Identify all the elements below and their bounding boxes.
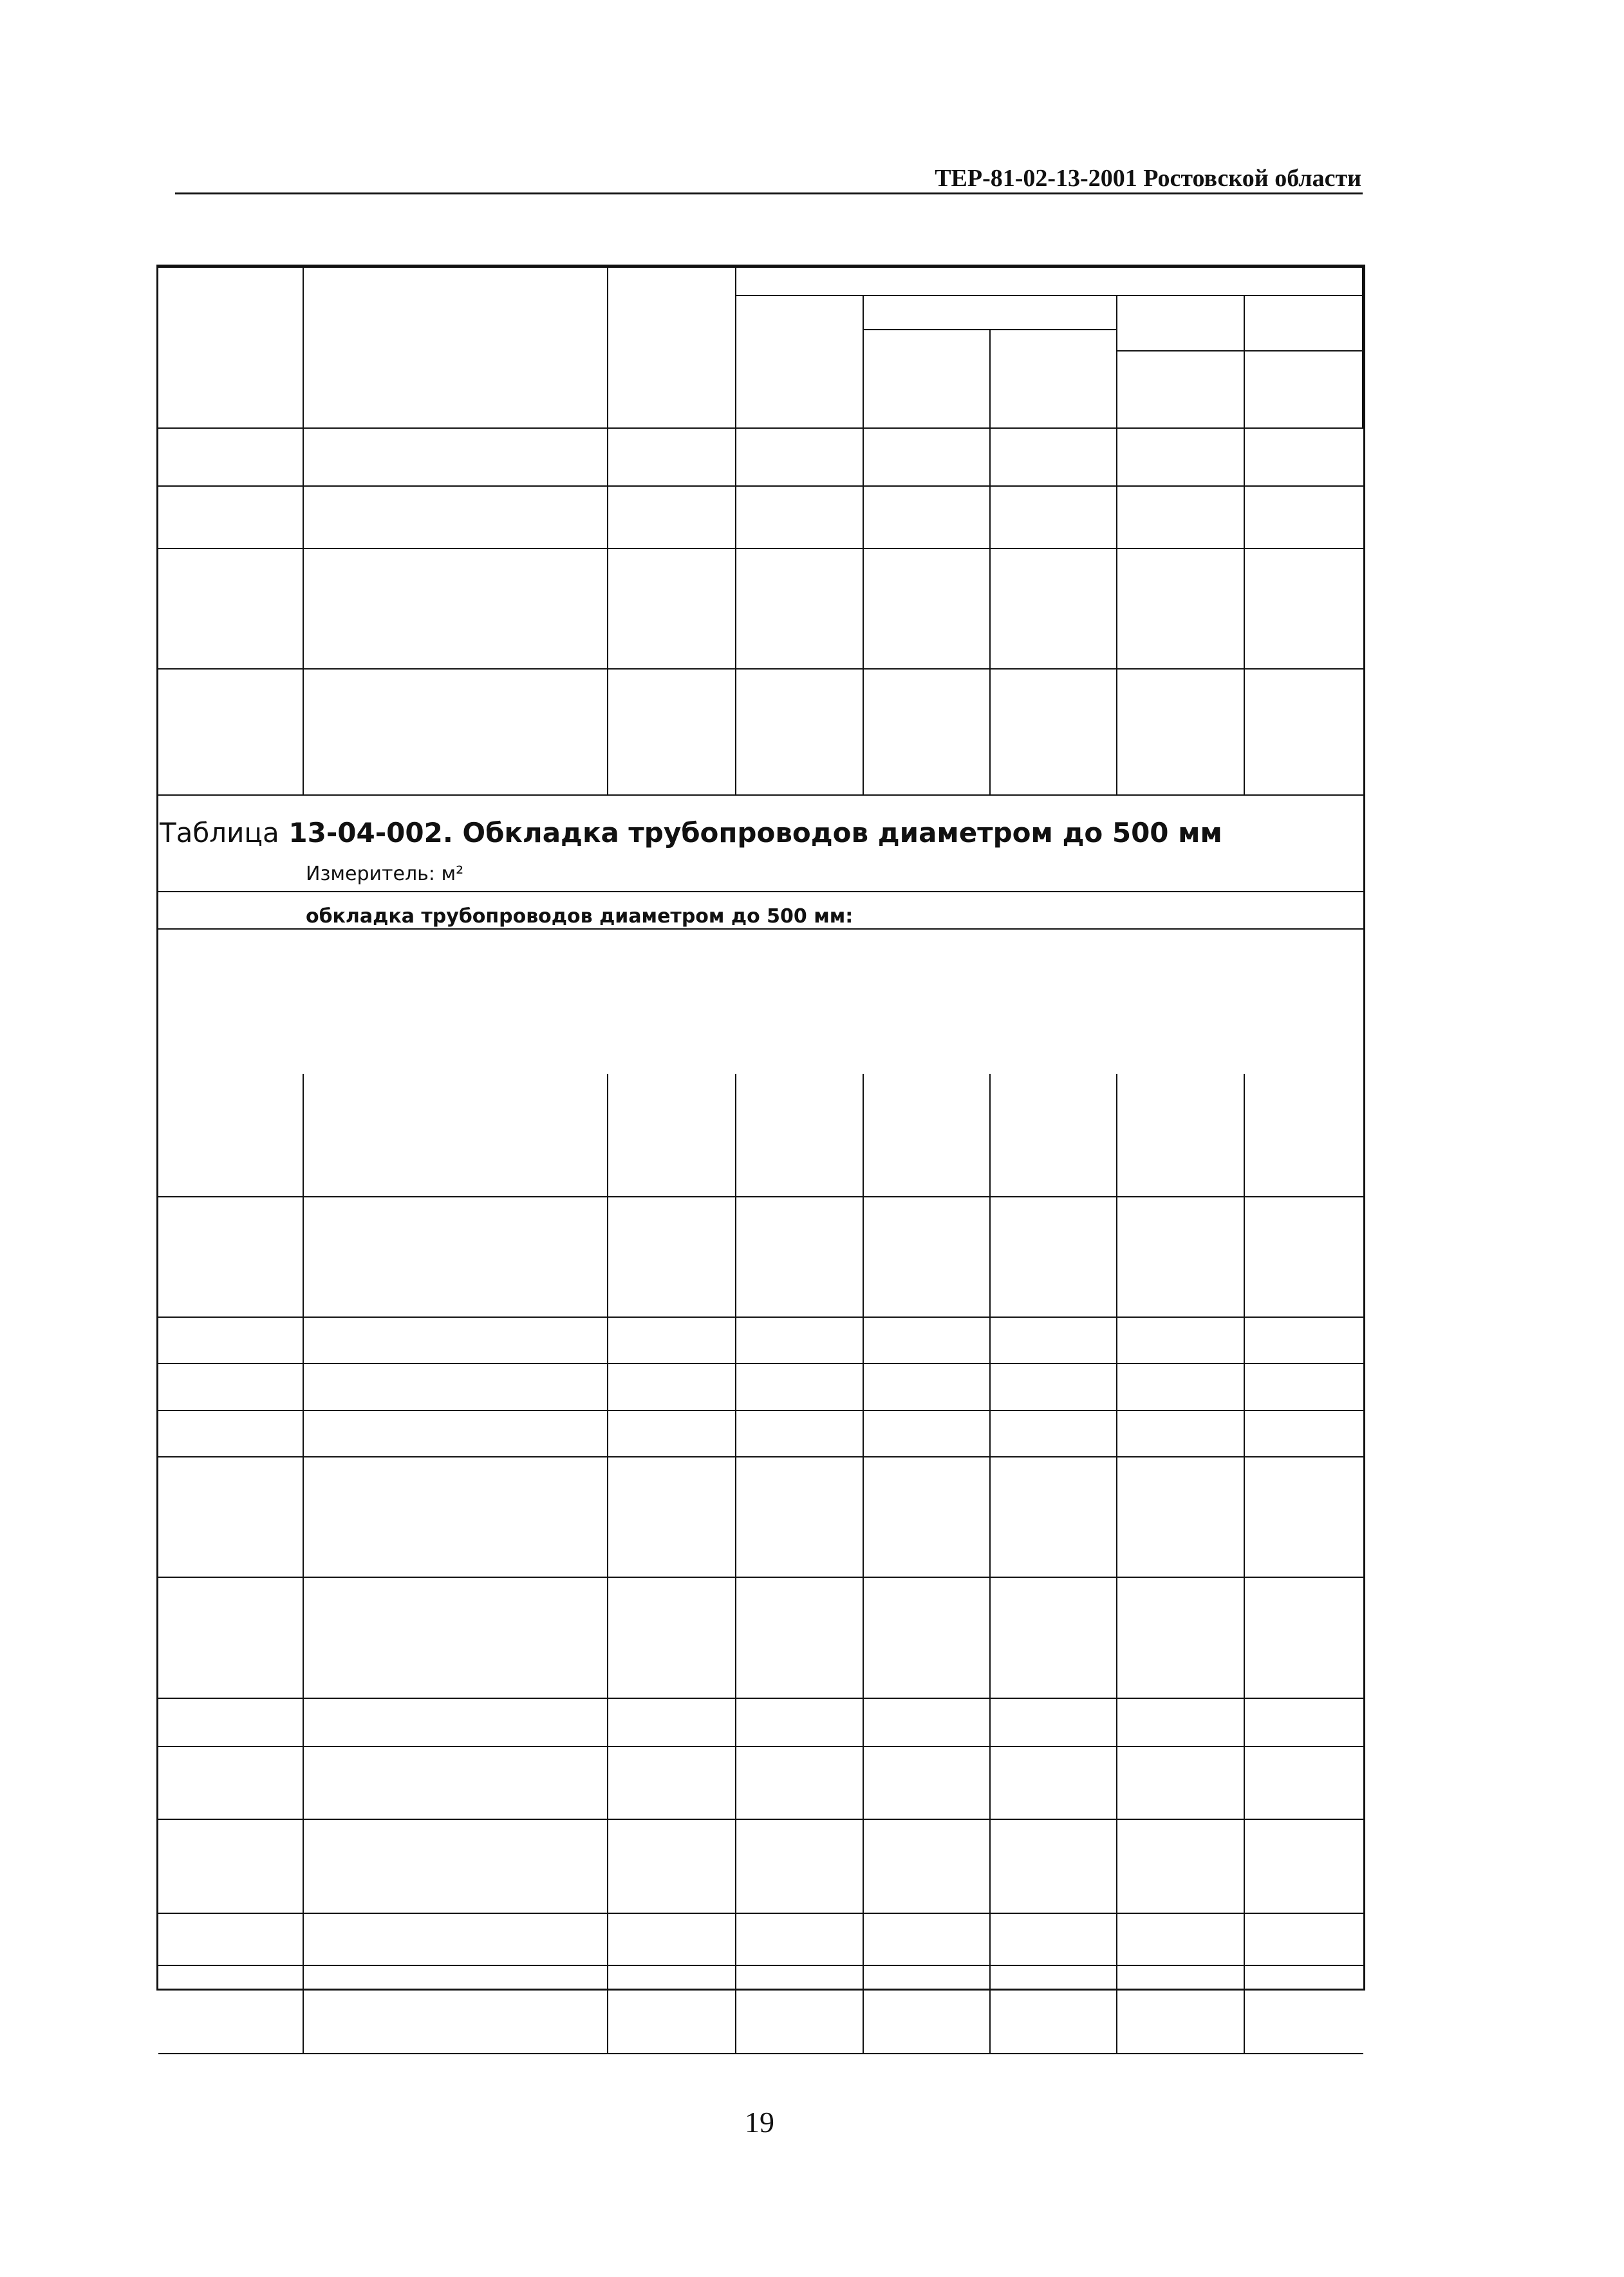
header-rule-machines-right bbox=[1116, 350, 1363, 351]
header-column-rule bbox=[1244, 295, 1245, 427]
column-rule bbox=[1244, 1698, 1245, 1746]
column-rule bbox=[1244, 1965, 1245, 2053]
column-rule bbox=[607, 1577, 608, 1698]
column-rule bbox=[303, 1410, 304, 1456]
column-rule bbox=[989, 1074, 991, 1196]
column-rule bbox=[303, 1965, 304, 2053]
column-rule bbox=[863, 1363, 864, 1410]
column-rule bbox=[735, 548, 736, 668]
column-rule bbox=[1116, 1410, 1117, 1456]
column-rule bbox=[1116, 1317, 1117, 1363]
column-rule bbox=[863, 1746, 864, 1819]
header-column-rule bbox=[607, 267, 608, 427]
row-rule bbox=[158, 1819, 1363, 1820]
header-column-rule bbox=[1116, 295, 1117, 427]
column-rule bbox=[863, 1965, 864, 2053]
column-rule bbox=[735, 1577, 736, 1698]
column-rule bbox=[863, 668, 864, 794]
column-rule bbox=[989, 1577, 991, 1698]
header-bottom-rule bbox=[158, 427, 1363, 429]
row-rule bbox=[158, 1698, 1363, 1699]
column-rule bbox=[607, 1410, 608, 1456]
column-rule bbox=[303, 1317, 304, 1363]
column-rule bbox=[863, 1577, 864, 1698]
column-rule bbox=[735, 1196, 736, 1317]
column-rule bbox=[735, 1363, 736, 1410]
column-rule bbox=[1116, 1965, 1117, 2053]
row-rule bbox=[158, 1456, 1363, 1457]
table-title bbox=[160, 816, 1222, 850]
table-break-rule bbox=[158, 794, 1363, 796]
column-rule bbox=[735, 1913, 736, 1965]
header-rule-including bbox=[735, 295, 1363, 296]
column-rule bbox=[989, 1363, 991, 1410]
unit-rule bbox=[158, 891, 1363, 892]
document-code: ТЕР-81-02-13-2001 Ростовской области bbox=[935, 165, 1361, 192]
column-rule bbox=[1244, 1317, 1245, 1363]
column-rule bbox=[1116, 1698, 1117, 1746]
column-rule bbox=[607, 1363, 608, 1410]
column-rule bbox=[1116, 548, 1117, 668]
column-rule bbox=[1244, 668, 1245, 794]
section-heading: обкладка трубопроводов диаметром до 500 мм: bbox=[306, 905, 854, 928]
row-rule bbox=[158, 1965, 1363, 1966]
column-rule bbox=[607, 485, 608, 548]
header-rule bbox=[175, 192, 1363, 194]
table-title-text: 13-04-002. Обкладка трубопроводов диаметром до 500 мм bbox=[288, 817, 1222, 848]
column-rule bbox=[989, 1196, 991, 1317]
header-column-rule bbox=[1362, 267, 1363, 427]
column-rule bbox=[1244, 1363, 1245, 1410]
row-rule bbox=[158, 1196, 1363, 1197]
column-rule bbox=[863, 427, 864, 485]
rates-table bbox=[156, 265, 1365, 1991]
table-label: Таблица bbox=[160, 817, 279, 848]
column-rule bbox=[1116, 668, 1117, 794]
column-rule bbox=[303, 548, 304, 668]
column-rule bbox=[607, 1196, 608, 1317]
column-rule bbox=[989, 1456, 991, 1577]
row-rule bbox=[158, 1363, 1363, 1364]
column-rule bbox=[303, 427, 304, 485]
column-rule bbox=[989, 1410, 991, 1456]
column-rule bbox=[1244, 1074, 1245, 1196]
column-rule bbox=[607, 1698, 608, 1746]
column-rule bbox=[1244, 1746, 1245, 1819]
column-rule bbox=[303, 1456, 304, 1577]
column-rule bbox=[1244, 548, 1245, 668]
section-rule bbox=[158, 928, 1363, 930]
column-rule bbox=[863, 1456, 864, 1577]
column-rule bbox=[863, 1196, 864, 1317]
page-number: 19 bbox=[745, 2106, 774, 2139]
row-rule bbox=[158, 1577, 1363, 1578]
row-rule bbox=[158, 485, 1363, 487]
column-rule bbox=[607, 668, 608, 794]
column-rule bbox=[735, 1456, 736, 1577]
column-rule bbox=[1116, 1913, 1117, 1965]
column-rule bbox=[303, 1577, 304, 1698]
header-column-rule bbox=[303, 267, 304, 427]
row-rule bbox=[158, 2053, 1363, 2054]
column-rule bbox=[1116, 1819, 1117, 1913]
column-rule bbox=[607, 1456, 608, 1577]
column-rule bbox=[1244, 427, 1245, 485]
column-rule bbox=[303, 1913, 304, 1965]
column-rule bbox=[989, 1746, 991, 1819]
row-rule bbox=[158, 548, 1363, 549]
column-rule bbox=[735, 668, 736, 794]
column-rule bbox=[989, 1965, 991, 2053]
column-rule bbox=[863, 485, 864, 548]
column-rule bbox=[989, 427, 991, 485]
row-rule bbox=[158, 1746, 1363, 1747]
row-rule bbox=[158, 668, 1363, 670]
row-rule bbox=[158, 1410, 1363, 1411]
column-rule bbox=[1116, 1196, 1117, 1317]
column-rule bbox=[303, 1363, 304, 1410]
column-rule bbox=[735, 427, 736, 485]
column-rule bbox=[303, 1196, 304, 1317]
column-rule bbox=[735, 1746, 736, 1819]
column-rule bbox=[989, 1819, 991, 1913]
column-rule bbox=[735, 1074, 736, 1196]
column-rule bbox=[863, 1913, 864, 1965]
column-rule bbox=[303, 1074, 304, 1196]
column-rule bbox=[1244, 1196, 1245, 1317]
column-rule bbox=[735, 1965, 736, 2053]
column-rule bbox=[607, 1965, 608, 2053]
column-rule bbox=[607, 1317, 608, 1363]
column-rule bbox=[607, 1746, 608, 1819]
row-rule bbox=[158, 1317, 1363, 1318]
column-rule bbox=[1116, 1074, 1117, 1196]
column-rule bbox=[607, 1913, 608, 1965]
row-rule bbox=[158, 1913, 1363, 1914]
column-rule bbox=[303, 1819, 304, 1913]
column-rule bbox=[989, 1317, 991, 1363]
column-rule bbox=[989, 485, 991, 548]
column-rule bbox=[303, 1746, 304, 1819]
column-rule bbox=[1244, 1410, 1245, 1456]
column-rule bbox=[989, 548, 991, 668]
column-rule bbox=[1116, 427, 1117, 485]
column-rule bbox=[863, 1698, 864, 1746]
header-column-rule bbox=[863, 295, 864, 427]
column-rule bbox=[303, 485, 304, 548]
header-column-rule bbox=[989, 329, 991, 427]
column-rule bbox=[607, 1819, 608, 1913]
column-rule bbox=[1244, 485, 1245, 548]
column-rule bbox=[989, 1913, 991, 1965]
column-rule bbox=[735, 485, 736, 548]
column-rule bbox=[1244, 1819, 1245, 1913]
column-rule bbox=[863, 548, 864, 668]
column-rule bbox=[1116, 1456, 1117, 1577]
column-rule bbox=[863, 1074, 864, 1196]
column-rule bbox=[303, 1698, 304, 1746]
header-column-rule bbox=[735, 267, 736, 427]
column-rule bbox=[1244, 1913, 1245, 1965]
unit-of-measure: Измеритель: м² bbox=[306, 863, 464, 885]
column-rule bbox=[303, 668, 304, 794]
column-rule bbox=[989, 1698, 991, 1746]
column-rule bbox=[863, 1819, 864, 1913]
column-rule bbox=[1244, 1456, 1245, 1577]
column-rule bbox=[607, 548, 608, 668]
column-rule bbox=[1116, 1746, 1117, 1819]
column-rule bbox=[607, 427, 608, 485]
row-rule bbox=[158, 267, 1363, 268]
column-rule bbox=[1244, 1577, 1245, 1698]
column-rule bbox=[863, 1410, 864, 1456]
column-rule bbox=[735, 1410, 736, 1456]
column-rule bbox=[735, 1819, 736, 1913]
column-rule bbox=[735, 1698, 736, 1746]
column-rule bbox=[1116, 1577, 1117, 1698]
column-rule bbox=[735, 1317, 736, 1363]
column-rule bbox=[863, 1317, 864, 1363]
column-rule bbox=[989, 668, 991, 794]
column-rule bbox=[1116, 1363, 1117, 1410]
column-rule bbox=[607, 1074, 608, 1196]
column-rule bbox=[1116, 485, 1117, 548]
